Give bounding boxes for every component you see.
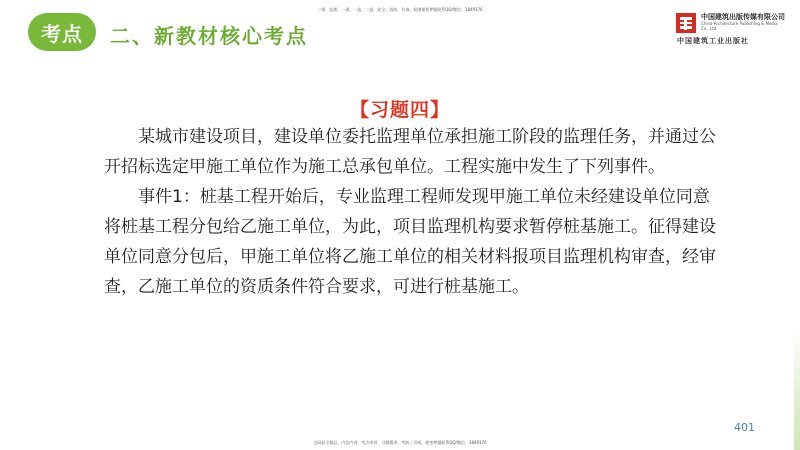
- badge-label: 考点: [41, 21, 83, 46]
- paragraph: 某城市建设项目，建设单位委托监理单位承担施工阶段的监理任务，并通过公开招标选定甲施工单位作为施工总承包单位。工程实施中发生了下列事件。: [104, 127, 716, 177]
- publisher-name-en: China Architecture Publishing & Media Co., Ltd.: [701, 21, 778, 31]
- exercise-title: 【习题四】: [349, 99, 450, 121]
- footer-text: 全网最全精品，内含内讲、考点串讲、习题精讲、考前三页纸、绝密押题联系QQ/微信：3849176: [313, 440, 487, 445]
- publisher-name-calligraphy: 中国建筑工业出版社: [677, 36, 749, 45]
- top-banner-text: 二建、监理、一建、一造、二造、安全、消防、咨询、检测课程押题联系QQ/微信：3849176: [317, 7, 483, 12]
- publisher-logo-icon: [675, 12, 697, 34]
- exercise-content: [104, 122, 724, 302]
- section-title: 二、新教材核心考点: [110, 24, 308, 48]
- paragraph: 事件1：桩基工程开始后，专业监理工程师发现甲施工单位未经建设单位同意将桩基工程分包给乙施工单位，为此，项目监理机构要求暂停桩基施工。征得建设单位同意分包后，甲施工单位将乙施工单位的相关材料报项目监理机构审查，经审查，乙施工单位的资质条件符合要求，可进行桩基施工。: [104, 187, 716, 297]
- publisher-logo: [675, 12, 785, 44]
- edge-decoration: [794, 330, 800, 450]
- page-number: 401: [734, 421, 755, 434]
- section-badge: [28, 13, 96, 51]
- publisher-name-cn: 中国建筑出版传媒有限公司: [701, 13, 785, 21]
